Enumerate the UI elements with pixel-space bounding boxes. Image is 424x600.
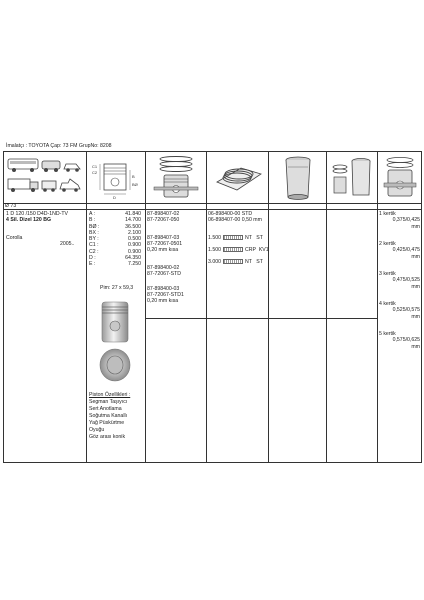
piston-code-note: 0,20 mm kısa [147,298,179,304]
piston-feature: Sert Anotlama [89,406,122,412]
piston-feature: Soğutma Kanallı [89,413,128,419]
dimension-row: E : 7.250 [89,261,141,268]
kertik-entry: 3 kertik 0,475/0,525 mm [379,271,420,290]
ring-code: 06-898400-00 STD [208,211,253,217]
piston-crown-photo [98,347,132,383]
dimension-row: D : 64.350 [89,255,141,262]
diagram-label-bo: BØ [132,182,138,187]
piston-side-photo [98,300,132,344]
diagram-label-c2: C2 [92,170,98,175]
ring-set-icon [211,160,265,198]
ring-gauge-icon [223,235,243,240]
diagram-label-b: B [132,174,135,179]
ring-gauge-icon [223,247,243,252]
ring-spec-row: 3.000 NT ST [208,259,263,265]
cylinder-liner-icon [280,155,316,201]
bore-row: Ø 73 [5,203,17,209]
piston-pin-icon [381,155,419,201]
piston-rings-icon [149,155,203,201]
piston-feature: Segman Taşıyıcı [89,399,128,405]
vehicles-icon [6,155,84,199]
diameter-icon: Ø [5,203,11,209]
dimension-row: C2 : 0.900 [89,248,141,255]
piston-code: 87-898407-03 [147,235,180,241]
dimension-row: C1 : 0.900 [89,242,141,249]
dimension-row: BX : 2.100 [89,229,141,236]
piston-code: 87-898407-02 [147,211,180,217]
piston-code-note: 0,20 mm kısa [147,247,179,253]
piston-code: 87-72067-0501 [147,241,183,247]
dimension-row: B : 14.700 [89,217,141,224]
kertik-entry: 4 kertik 0,525/0,575 mm [379,301,420,320]
vehicle-model: Corolla [6,235,23,241]
dimensions-list [89,211,144,268]
kertik-entry: 5 kertik 0,575/0,625 mm [379,331,420,350]
piston-dimension-diagram [90,156,142,200]
pin-size: Pim: 27 x 59,3 [100,285,134,291]
vehicle-year: 2005.. [60,241,75,247]
ring-spec-row: 1.500 NT ST [208,235,263,241]
manufacturer-line: İmalatçı : TOYOTA Çap: 73 FM GrupNo: 8208 [6,143,112,149]
diagram-label-d: D [113,195,116,200]
dimension-row: A : 41.840 [89,211,141,217]
dimension-row: BØ : 36.500 [89,223,141,230]
liner-kit-icon [330,155,376,201]
cylinders-fuel: 4 Sil. Dizel 120 BG [6,217,51,223]
engine-code: 1 D 120 /150 D4D-1ND-TV [6,211,68,217]
piston-code: 87-72067-STD [147,271,182,277]
kertik-entry: 1 kertik 0,375/0,425 mm [379,211,420,230]
piston-features-title: Piston Özellikleri : [89,392,131,398]
diagram-label-c1: C1 [92,164,98,169]
piston-feature: Oyuğu [89,427,105,433]
ring-spec-row: 1.500 CRP KV1 [208,247,269,253]
piston-feature: Yağ Püskürtme [89,420,125,426]
piston-code: 87-72067-STD1 [147,292,184,298]
ring-gauge-icon [223,259,243,264]
piston-feature: Göz arası konik [89,434,126,440]
kertik-entry: 2 kertik 0,425/0,475 mm [379,241,420,260]
piston-code: 87-898400-03 [147,286,180,292]
ring-code: 06-898407-00 0,50 mm [208,217,262,223]
piston-code: 87-898400-02 [147,265,180,271]
piston-code: 87-72067-050 [147,217,180,223]
dimension-row: BY : 0.500 [89,236,141,243]
